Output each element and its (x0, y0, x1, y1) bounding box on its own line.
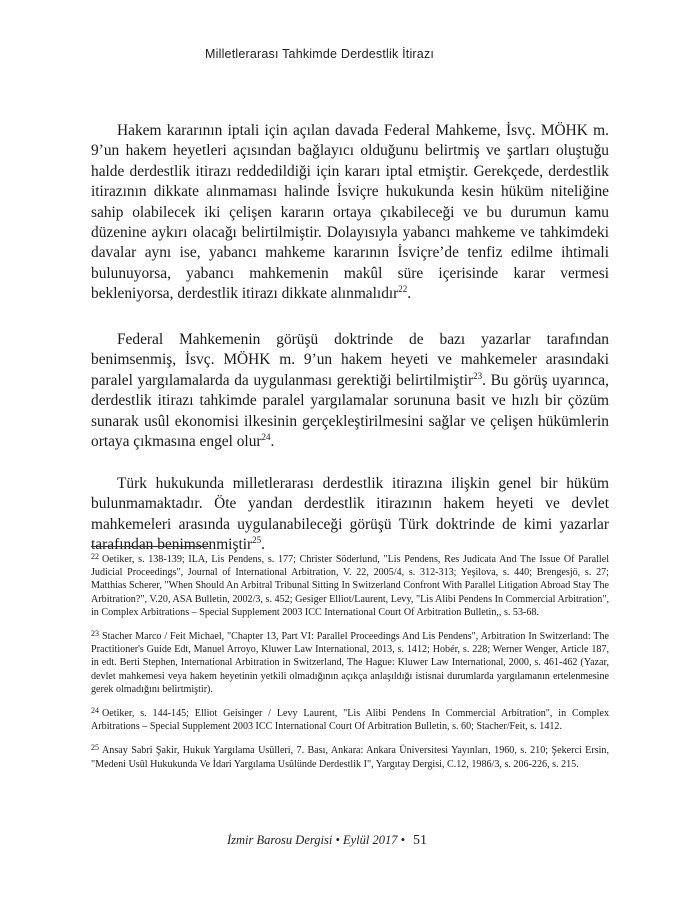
footnote-text: Ansay Sabri Şakir, Hukuk Yargılama Usûlleri, 7. Bası, Ankara: Ankara Üniversitesi Yayınları, 1960, s. 210; Şekerci Ersin, "Medeni Usûl Hukukunda Ve İdari Yargılama Usûlünde Derdestlik I", Yargıtay Dergisi, C.12, 1986/3, s. 206-226, s. 215. (91, 745, 609, 770)
footnote-number: 23 (91, 629, 99, 639)
body-paragraph-2: Federal Mahkemenin görüşü doktrinde de bazı yazarlar tarafından benimsenmiş, İsvç. MÖHK m. 9’un hakem heyeti ve mahkemeler arasındaki paralel yargılamalarda da uygulanması gerektiği belirtilmiştir$^{23}$. Bu görüş uyarınca, derdestlik itirazı tahkimde paralel yargılamalar sorununa basit ve hızlı bir çözüm sunarak usûl ekonomisi ilkesinin gerçekleştirilmesini sağlar ve çelişen hükümlerin ortaya çıkmasına engel olur$^{24}$. (91, 331, 609, 451)
footnote-ref-22[interactable]: 22 (398, 284, 408, 295)
footnote-number: 22 (91, 552, 99, 561)
footnote-text: Oetiker, s. 144-145; Elliot Geisinger / Levy Laurent, "Lis Alibi Pendens In Commercial Arbitration", in Complex Arbitrations – Special Supplement 2003 ICC International Court Of Arbitration Bulletin, s. 60; Stacher/Feit, s. 1412. (91, 708, 609, 733)
body-paragraph-1: Hakem kararının iptali için açılan davada Federal Mahkeme, İsvç. MÖHK m. 9’un hakem heyetleri açısından bağlayıcı olduğunu belirtmiş ve şartları oluştuğu halde derdestlik itirazı reddedildiği için kararı iptal etmiştir. Gerekçede, derdestlik itirazının dikkate alınmaması halinde İsviçre hukukunda kesin hüküm niteliğine sahip olabilecek iki çelişen kararın ortaya çıkabileceği ve bu durumun kamu düzenine aykırı olacağı belirtilmiştir. Dolayısıyla yabancı mahkeme ve tahkimdeki davalar aynı ise, yabancı mahkeme kararının İsviçre’de tenfiz edilme ihtimali bulunuyorsa, yabancı mahkemenin makûl süre içerisinde karar vermesi bekleniyorsa, derdestlik itirazı dikkate alınmalıdır$^{22}$. (91, 122, 609, 303)
journal-name: İzmir Barosu Dergisi • Eylül 2017 • (227, 833, 405, 847)
footnote-number: 24 (91, 706, 99, 716)
footnote-22 (91, 550, 609, 619)
footnote-25 (91, 741, 609, 770)
footnote-separator (91, 546, 209, 547)
footnote-number: 25 (91, 743, 99, 753)
paragraph-text: Hakem kararının iptali için açılan davada Federal Mahkeme, İsvç. MÖHK m. 9’un hakem heyetleri açısından bağlayıcı olduğunu belirtmiş ve şartları oluştuğu halde derdestlik itirazı reddedildiği için kararı iptal etmiştir. Gerekçede, derdestlik itirazının dikkate alınmaması halinde İsviçre hukukunda kesin hüküm niteliğine sahip olabilecek iki çelişen kararın ortaya çıkabileceği ve bu durumun kamu düzenine aykırı olacağı belirtilmiştir. Dolayısıyla yabancı mahkeme ve tahkimdeki davalar aynı ise, yabancı mahkeme kararının İsviçre’de tenfiz edilme ihtimali bulunuyorsa, yabancı mahkemenin makûl süre içerisinde karar vermesi bekleniyorsa, derdestlik itirazı dikkate alınmalıdır (91, 122, 609, 303)
footnote-ref-24[interactable]: 24 (261, 432, 271, 443)
running-header: Milletlerarası Tahkimde Derdestlik İtirazı (205, 47, 435, 61)
paragraph-text: Federal Mahkemenin görüşü doktrinde de bazı yazarlar tarafından benimsenmiş, İsvç. MÖHK m. 9’un hakem heyeti ve mahkemeler arasındaki paralel yargılamalarda da uygulanması gerektiği belirtilmiştir (91, 331, 609, 389)
footnote-text: Oetiker, s. 138-139; ILA, Lis Pendens, s. 177; Christer Söderlund, "Lis Pendens, Res Judicata And The Issue Of Parallel Judicial Proceedings", Journal of International Arbitration, V. 22, 2005/4, s. 312-313; Yeşilova, s. 440; Brengesjö, s. 27; Matthias Scherer, "When Should An Arbitral Tribunal Sitting In Switzerland Confront With Parallel Litigation Abroad Stay The Arbitration?", V.20, ASA Bulletin, 2002/3, s. 452; Gesiger Elliot/Laurent, Levy, "Lis Alibi Pendens In Commercial Arbitration", in Complex Arbitrations – Special Supplement 2003 ICC International Court Of Arbitration Bulletin,, s. 53-68. (91, 554, 609, 618)
footnote-text: Stacher Marco / Feit Michael, "Chapter 13, Part VI: Parallel Proceedings And Lis Pendens", Arbitration In Switzerland: The Practitioner's Guide Edt, Manuel Arroyo, Kluwer Law International, 2013, s. 1412; Hobér, s. 228; Werner Wenger, Article 187, in edt. Berti Stephen, International Arbitration in Switzerland, The Hague: Kluwer Law International, 2000, s. 461-462 (Yazar, devlet mahkemesi veya hakem heyetinin yetkili olmadığının açıkça anlaşıldığı istisnai durumlarda yargılamanın ertelenmesine gerek olmadığını belirtmiştir). (91, 631, 609, 695)
footnote-23 (91, 627, 609, 696)
footnote-24 (91, 704, 609, 733)
page-footer (227, 833, 427, 849)
footnote-ref-23[interactable]: 23 (473, 370, 483, 381)
paragraph-text: Türk hukukunda milletlerarası derdestlik itirazına ilişkin genel bir hüküm bulunmamaktadır. Öte yandan derdestlik itirazının hakem heyeti ve devlet mahkemeleri arasında uygulanabileceği görüşü Türk doktrinde de kimi yazarlar tarafından benimsenmiştir (91, 475, 609, 554)
body-paragraph-3: Türk hukukunda milletlerarası derdestlik itirazına ilişkin genel bir hüküm bulunmamaktadır. Öte yandan derdestlik itirazının hakem heyeti ve devlet mahkemeleri arasında uygulanabileceği görüşü Türk doktrinde de kimi yazarlar tarafından benimsenmiştir$^{25}$. (91, 475, 609, 554)
page-number: 51 (412, 833, 427, 848)
footnote-ref-25[interactable]: 25 (252, 535, 262, 546)
footnotes-section (91, 550, 609, 779)
paragraph-text-continued: Bu görüş uyarınca, derdestlik itirazı tahkimde paralel yargılamalar sorununa basit ve hızlı bir çözüm sunarak usûl ekonomisi ilkesinin gerçekleştirilmesini sağlar ve çelişen hükümlerin ortaya çıkmasına engel olur (91, 371, 609, 451)
